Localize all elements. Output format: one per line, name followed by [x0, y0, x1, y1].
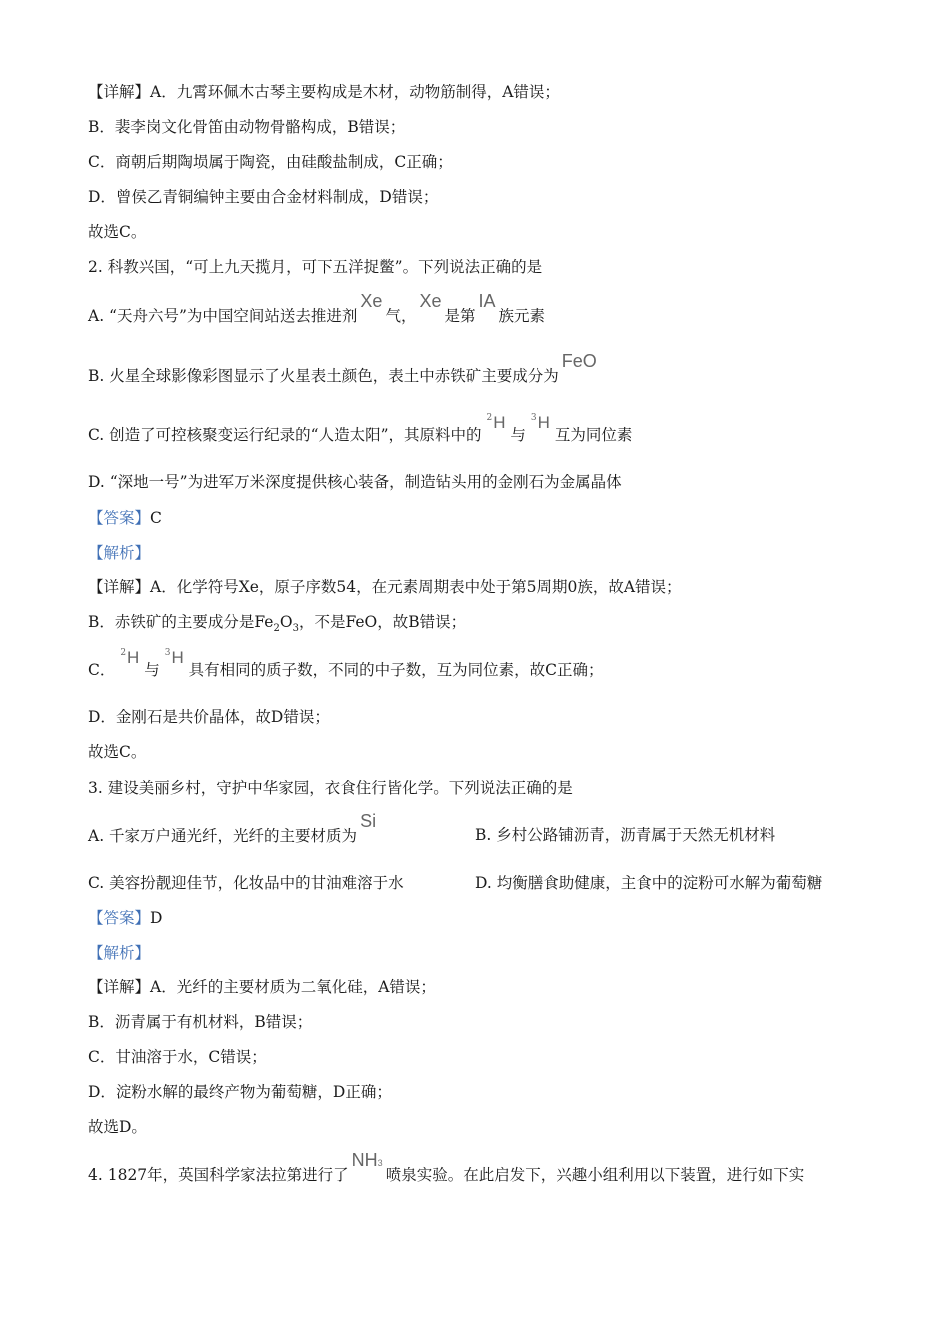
answer-value: D	[150, 909, 163, 927]
element-symbol: H	[127, 648, 140, 667]
answer-value: C	[150, 509, 162, 527]
q2-analysis-tag: 【解析】	[88, 544, 151, 562]
q2-option-b	[88, 351, 600, 386]
isotope-h2	[486, 414, 505, 432]
q2-ex-c-prefix: C．	[88, 661, 116, 679]
q2-explain-c	[88, 648, 604, 683]
q4-text: 4. 1827年，英国科学家法拉第进行了	[88, 1166, 349, 1184]
q2-ex-b-post: ，不是FeO，故B错误；	[298, 613, 467, 631]
q2-explain-b	[88, 612, 466, 639]
q4-post: 喷泉实验。在此启发下，兴趣小组利用以下装置，进行如下实	[385, 1166, 805, 1184]
q2-explain-d: D．金刚石是共价晶体，故D错误；	[88, 708, 330, 726]
q2-ex-c-mid: 与	[144, 661, 160, 679]
q2-c-post: 互为同位素	[554, 426, 633, 444]
element-symbol: H	[493, 413, 506, 432]
q2-b-text: B. 火星全球影像彩图显示了火星表土颜色，表土中赤铁矿主要成分为	[88, 367, 559, 385]
formula-nh3	[349, 1150, 386, 1170]
q1-explain-c: C．商朝后期陶埙属于陶瓷，由硅酸盐制成，C正确；	[88, 153, 453, 171]
mass-number: 2	[120, 648, 127, 658]
q2-option-a	[88, 291, 546, 326]
element-symbol: H	[171, 648, 184, 667]
formula-nh: NH	[351, 1150, 378, 1170]
q2-a-mid: 气，	[385, 307, 417, 325]
q3-analysis-tag: 【解析】	[88, 944, 151, 962]
q2-c-text: C. 创造了可控核聚变运行纪录的“人造太阳”，其原料中的	[88, 426, 482, 444]
subscript: 3	[292, 623, 299, 635]
q3-answer	[88, 908, 162, 928]
q2-a-text: A. “天舟六号”为中国空间站送去推进剂	[88, 307, 358, 325]
q2-a-post: 族元素	[498, 307, 546, 325]
q2-option-c	[88, 413, 633, 448]
formula-feo: FeO	[561, 351, 597, 371]
q3-explain-d: D．淀粉水解的最终产物为葡萄糖，D正确；	[88, 1083, 392, 1101]
q3-a-text: A. 千家万户通光纤，光纤的主要材质为	[88, 827, 358, 845]
q2-explain-a: 【详解】A．化学符号Xe，原子序数54，在元素周期表中处于第5周期0族，故A错误；	[88, 578, 682, 596]
q3-explain-b: B．沥青属于有机材料，B错误；	[88, 1013, 313, 1031]
q2-stem: 2. 科教兴国，“可上九天揽月，可下五洋捉鳖”。下列说法正确的是	[88, 258, 543, 276]
q1-explain-d: D．曾侯乙青铜编钟主要由合金材料制成，D错误；	[88, 188, 439, 206]
q3-explain-a: 【详解】A．光纤的主要材质为二氧化硅，A错误；	[88, 978, 436, 996]
q1-explain-b: B．裴李岗文化骨笛由动物骨骼构成，B错误；	[88, 118, 406, 136]
q2-conclusion: 故选C。	[88, 743, 147, 761]
isotope-h2	[120, 649, 139, 667]
q2-option-d: D. “深地一号”为进军万米深度提供核心装备，制造钻头用的金刚石为金属晶体	[88, 473, 622, 491]
formula-xe-2: Xe	[419, 291, 442, 311]
q2-c-mid: 与	[510, 426, 526, 444]
q3-stem: 3. 建设美丽乡村，守护中华家园，衣食住行皆化学。下列说法正确的是	[88, 779, 573, 797]
element-symbol: H	[537, 413, 550, 432]
q3-option-d: D. 均衡膳食助健康，主食中的淀粉可水解为葡萄糖	[475, 874, 823, 892]
mass-number: 3	[164, 648, 171, 658]
isotope-h3	[531, 414, 550, 432]
q3-option-b: B. 乡村公路铺沥青，沥青属于天然无机材料	[475, 826, 776, 844]
q2-ex-b-text: B．赤铁矿的主要成分是Fe	[88, 613, 274, 631]
formula-ia: IA	[478, 291, 496, 311]
subscript: 3	[377, 1158, 383, 1168]
q3-option-c: C. 美容扮靓迎佳节，化妆品中的甘油难溶于水	[88, 874, 404, 892]
oxygen-symbol: O	[279, 613, 293, 631]
q3-conclusion: 故选D。	[88, 1118, 147, 1136]
q3-explain-c: C．甘油溶于水，C错误；	[88, 1048, 267, 1066]
answer-tag: 【答案】	[88, 909, 151, 927]
q2-answer	[88, 508, 162, 528]
q1-conclusion: 故选C。	[88, 223, 147, 241]
subscript: 2	[273, 623, 280, 635]
mass-number: 3	[530, 413, 537, 423]
answer-tag: 【答案】	[88, 509, 151, 527]
formula-xe: Xe	[360, 291, 383, 311]
q1-explain-a: 【详解】A．九霄环佩木古琴主要构成是木材，动物筋制得，A错误；	[88, 83, 560, 101]
mass-number: 2	[486, 413, 493, 423]
formula-si: Si	[360, 811, 377, 831]
q4-stem	[88, 1150, 805, 1187]
q2-a-mid2: 是第	[444, 307, 476, 325]
q2-ex-c-post: 具有相同的质子数，不同的中子数，互为同位素，故C正确；	[188, 661, 604, 679]
isotope-h3	[165, 649, 184, 667]
q3-option-a	[88, 811, 379, 846]
